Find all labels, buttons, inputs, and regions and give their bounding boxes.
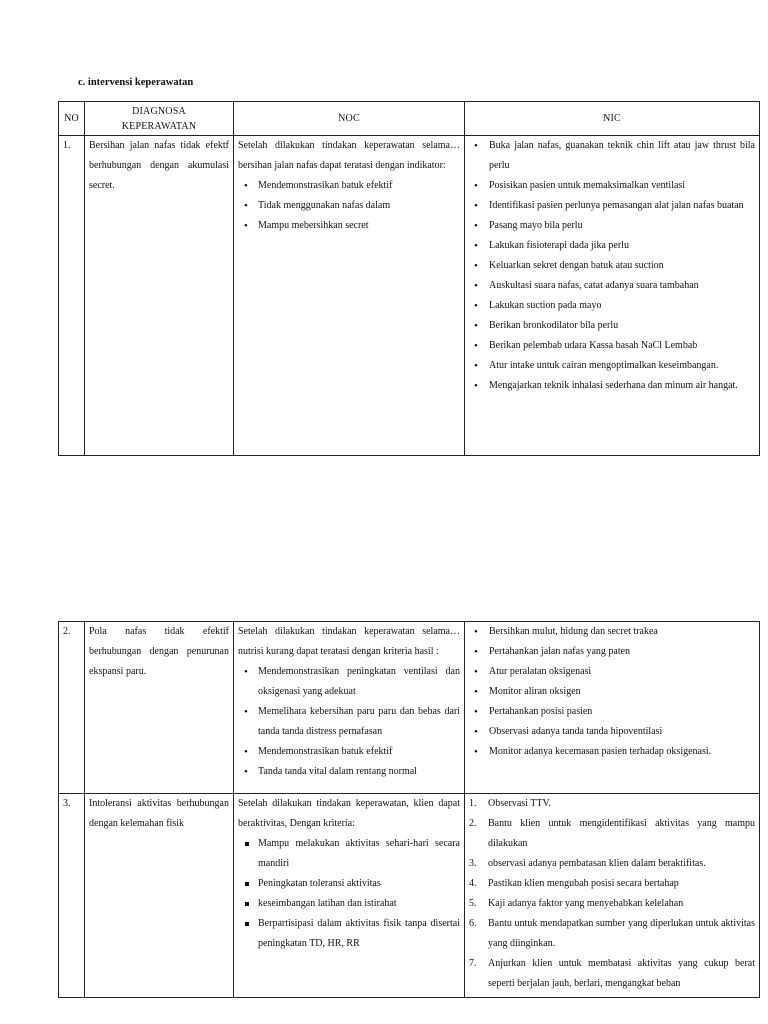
nic-list [469,136,755,396]
list-item: • Identifikasi pasien perlunya pemasangan alat jalan nafas buatan [469,196,755,216]
header-diagnosis [85,102,234,136]
list-item: • Mendemonstrasikan batuk efektif [238,176,460,196]
nic-list [469,794,755,994]
list-item: • Mendemonstrasikan peningkatan ventilasi dan oksigenasi yang adekuat [238,662,460,702]
item-text: Anjurkan klien untuk membatasi aktivitas yang cukup berat seperti berjalan jauh, berlari, mengangkat beban [488,958,755,989]
item-number: 6. [469,918,477,929]
table-header-row [59,102,760,136]
nic-cell [465,136,760,456]
table-row [59,136,760,456]
intervention-table-page-1 [58,101,760,456]
table-row [59,622,760,794]
diagnosis-cell: Bersihan jalan nafas tidak efektf berhubungan dengan akumulasi secret. [85,136,234,456]
list-item: • Atur intake untuk cairan mengoptimalkan keseimbangan. [469,356,755,376]
noc-list [238,662,460,782]
noc-list [238,176,460,236]
list-item [469,794,755,814]
list-item: Peningkatan toleransi aktivitas [238,874,460,894]
nic-cell [465,794,760,998]
noc-intro: Setelah dilakukan tindakan keperawatan, klien dapat beraktivitas, Dengan kriteria: [238,798,460,829]
list-item: • Lakukan suction pada mayo [469,296,755,316]
noc-cell [234,136,465,456]
list-item: • Pertahankan posisi pasien [469,702,755,722]
section-heading: c. intervensi keperawatan [78,77,194,88]
list-item: • Auskultasi suara nafas, catat adanya suara tambahan [469,276,755,296]
list-item: • Bersihkan mulut, hidung dan secret trakea [469,622,755,642]
item-text: Bantu untuk mendapatkan sumber yang diperlukan untuk aktivitas yang diinginkan. [488,918,755,949]
list-item: keseimbangan latihan dan istirahat [238,894,460,914]
header-noc: NOC [234,102,465,136]
list-item: • Memelihara kebersihan paru paru dan bebas dari tanda tanda distress pernafasan [238,702,460,742]
diagnosis-cell: Pola nafas tidak efektif berhubungan dengan penurunan ekspansi paru. [85,622,234,794]
row-number: 2. [59,622,85,794]
list-item: • Berikan bronkodilator bila perlu [469,316,755,336]
item-text: Observasi TTV. [488,798,551,809]
list-item: • Berikan pelembab udara Kassa basah NaCl Lembab [469,336,755,356]
noc-cell [234,622,465,794]
item-text: Kaji adanya faktor yang menyebabkan kelelahan [488,898,684,909]
list-item: • Keluarkan sekret dengan batuk atau suction [469,256,755,276]
diagnosis-cell: Intoleransi aktivitas berhubungan dengan kelemahan fisik [85,794,234,998]
noc-intro: Setelah dilakukan tindakan keperawatan selama… nutrisi kurang dapat teratasi dengan kriteria hasil : [238,626,460,657]
noc-cell [234,794,465,998]
list-item: • Monitor aliran oksigen [469,682,755,702]
row-number: 3. [59,794,85,998]
intervention-table-page-2 [58,621,760,998]
list-item: • Pertahankan jalan nafas yang paten [469,642,755,662]
list-item: Mampu melakukan aktivitas sehari-hari secara mandiri [238,834,460,874]
list-item [469,894,755,914]
row-number: 1. [59,136,85,456]
list-item [469,914,755,954]
item-number: 3. [469,858,477,869]
list-item: • Atur peralatan oksigenasi [469,662,755,682]
table-row [59,794,760,998]
list-item: • Lakukan fisioterapi dada jika perlu [469,236,755,256]
header-diagnosis-line1: DIAGNOSA [132,105,186,117]
item-text: Bantu klien untuk mengidentifikasi aktivitas yang mampu dilakukan [488,818,755,849]
item-number: 7. [469,958,477,969]
header-no: NO [59,102,85,136]
list-item: • Pasang mayo bila perlu [469,216,755,236]
list-item [469,854,755,874]
list-item: • Mendemonstrasikan batuk efektif [238,742,460,762]
list-item: • Tanda tanda vital dalam rentang normal [238,762,460,782]
list-item: Berpartisipasi dalam aktivitas fisik tanpa disertai peningkatan TD, HR, RR [238,914,460,954]
list-item [469,814,755,854]
header-nic: NIC [465,102,760,136]
header-diagnosis-line2: KEPERAWATAN [121,120,197,132]
list-item: • Monitor adanya kecemasan pasien terhadap oksigenasi. [469,742,755,762]
nic-list [469,622,755,762]
item-number: 2. [469,818,477,829]
list-item: • Mengajarkan teknik inhalasi sederhana dan minum air hangat. [469,376,755,396]
noc-list [238,834,460,954]
noc-intro: Setelah dilakukan tindakan keperawatan selama… bersihan jalan nafas dapat teratasi dengan indikator: [238,140,460,171]
list-item: • Tidak menggunakan nafas dalam [238,196,460,216]
list-item: • Mampu mebersihkan secret [238,216,460,236]
item-number: 1. [469,798,477,809]
item-number: 5. [469,898,477,909]
item-text: Pastikan klien mengubah posisi secara bertahap [488,878,679,889]
item-number: 4. [469,878,477,889]
list-item [469,874,755,894]
nic-cell [465,622,760,794]
list-item [469,954,755,994]
list-item: • Posisikan pasien untuk memaksimalkan ventilasi [469,176,755,196]
list-item: • Buka jalan nafas, guanakan teknik chin lift atau jaw thrust bila perlu [469,136,755,176]
item-text: observasi adanya pembatasan klien dalam beraktifitas. [488,858,706,869]
list-item: • Observasi adanya tanda tanda hipoventilasi [469,722,755,742]
